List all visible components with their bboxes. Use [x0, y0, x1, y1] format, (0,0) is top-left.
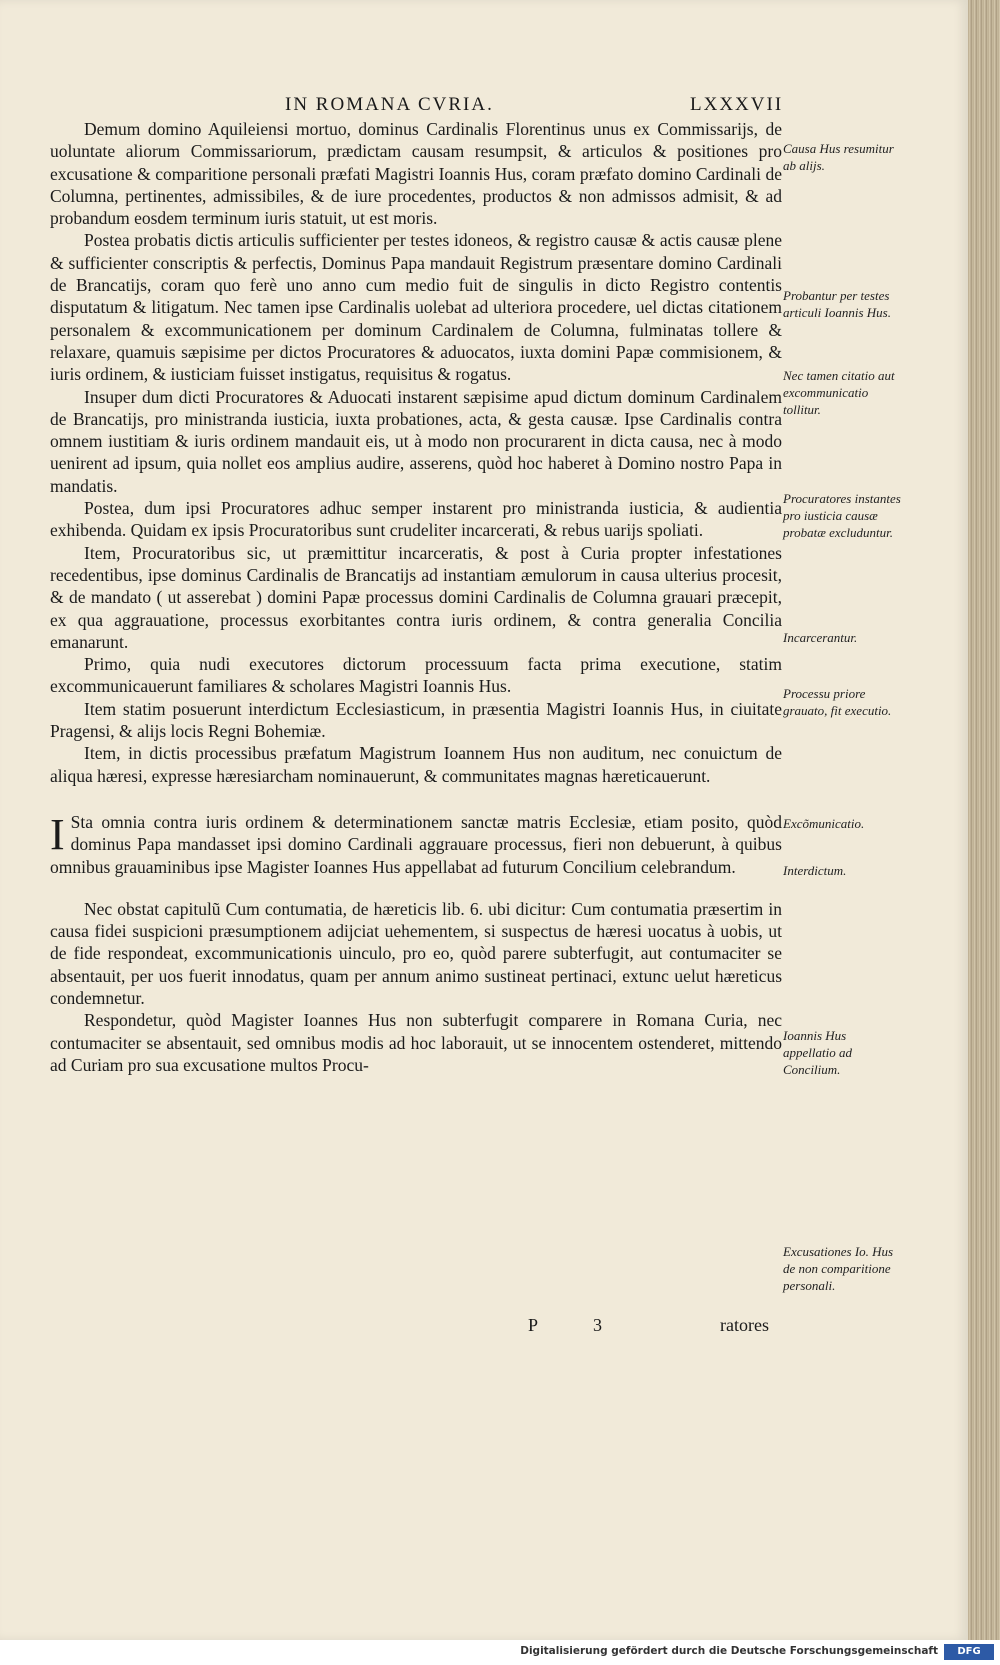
paragraph: Respondetur, quòd Magister Ioannes Hus non subterfugit comparere in Romana Curia, nec contumaciter se absentauit, sed omnibus modis ad hoc laborauit, ut se innocentem ostenderet, mittendo ad Curiam pro sua excusatione multos Procu-	[50, 1010, 782, 1075]
paragraph: Nec obstat capitulũ Cum contumatia, de hæreticis lib. 6. ubi dicitur: Cum contumatia præsertim in causa fidei suspicioni præsumptionem adijciat uehementem, si suspectus de hæresi uocatus à uobis, ut de fide respondeat, excommunicationis uinculo, pro eo, quòd parere subterfugit, aut contumaciter se absentauit, per uos fuerit innodatus, quam per annum animo sustineat pertinaci, extunc uelut hæreticus condemnetur.	[50, 898, 782, 1008]
paragraph: Insuper dum dicti Procuratores & Aduocati instarent sæpisime apud dictum dominum Cardinalem de Brancatijs, pro ministranda iusticia, iuxta probationes, acta, & gesta causæ. Ipse Cardinalis contra omnem iustitiam & iuris ordinem mandauit eis, ut à modo non procurarent in dicta causa, nec à modo uenirent ad ipsum, quia nollet eos amplius audire, asserens, quòd hoc haberet à Domino nostro Papa in mandatis.	[50, 386, 782, 496]
catchword: ratores	[720, 1315, 769, 1335]
marginal-note: Excõmunicatio.	[783, 816, 865, 831]
digitization-credit: Digitalisierung gefördert durch die Deutsche Forschungsgemeinschaft	[520, 1645, 938, 1657]
marginal-note: Excusationes Io. Hus de non comparitione personali.	[783, 1244, 894, 1293]
paragraph: Postea probatis dictis articulis sufficienter per testes idoneos, & registro causæ & actis causæ plene & sufficienter conscriptis & perfectis, Dominus Papa mandauit Registrum præsentare domino Cardinali de Brancatijs, coram quo ferè uno anno cum medio fuit de singulis in dicto Registro contentis disputatum & litigatum. Nec tamen ipse Cardinalis uolebat ad ulteriora procedere, uel dictas citationem personalem & excommunicationem per dominum Cardinalem de Columna, fulminatas tollere & relaxare, quamuis sæpisime per dictos Procuratores & aduocatos, iuxta domini Papæ commisionem, & iuris ordinem, & iusticiam fuisset instigatus, requisitus & rogatus.	[50, 230, 782, 385]
marginal-note: Ioannis Hus appellatio ad Concilium.	[783, 1028, 852, 1077]
marginal-note: Processu priore grauato, fit executio.	[783, 686, 892, 718]
marginal-note: Incarcerantur.	[783, 630, 858, 645]
marginal-note: Probantur per testes articuli Ioannis Hus.	[783, 288, 891, 320]
dfg-logo: DFG	[944, 1644, 994, 1660]
running-title: IN ROMANA CVRIA.	[285, 94, 494, 115]
marginal-note: Procuratores instantes pro iusticia causæ probatæ excluduntur.	[783, 491, 901, 540]
paragraph: Item, Procuratoribus sic, ut præmittitur incarceratis, & post à Curia propter infestationes recedentibus, ipse dominus Cardinalis de Brancatijs ad instantiam æmulorum in causa ulterius procesit, & de mandato ( ut asserebat ) domini Papæ processus domini Cardinalis de Columna grauari præcepit, ex qua aggrauatione, processus exorbitantes contra iuris ordinem, & contra generalia Concilia emanarunt.	[50, 542, 782, 652]
paragraph: Postea, dum ipsi Procuratores adhuc semper instarent pro ministranda iusticia, & audientia exhibenda. Quidam ex ipsis Procuratoribus sunt crudeliter incarcerati, & rebus uarijs spoliati.	[50, 498, 782, 541]
paragraph-with-initial	[50, 811, 782, 878]
paragraph: Primo, quia nudi executores dictorum processuum facta prima executione, statim excommunicauerunt familiares & scholares Magistri Ioannis Hus.	[50, 654, 782, 697]
drop-cap: I	[50, 809, 65, 859]
main-text	[50, 118, 782, 1076]
signature-number: 3	[593, 1315, 602, 1335]
marginal-note: Nec tamen citatio aut excommunicatio tollitur.	[783, 368, 895, 417]
folio-number: LXXXVII	[690, 94, 784, 115]
signature-mark: P	[528, 1315, 539, 1335]
marginal-note: Causa Hus resumitur ab alijs.	[783, 141, 894, 173]
marginal-note: Interdictum.	[783, 863, 847, 878]
paragraph: Item statim posuerunt interdictum Ecclesiasticum, in præsentia Magistri Ioannis Hus, in ciuitate Pragensi, & alijs locis Regni Bohemiæ.	[50, 698, 782, 742]
paragraph-text: Sta omnia contra iuris ordinem & determinationem sanctæ matris Ecclesiæ, etiam posito, quòd dominus Papa mandasset ipsi domino Cardinali aggrauare processus, fieri non debuerunt, à quibus omnibus grauaminibus ipse Magister Ioannes Hus appellabat ad futurum Concilium celebrandum.	[50, 811, 782, 877]
page-edge	[968, 0, 1000, 1640]
paragraph: Item, in dictis processibus præfatum Magistrum Ioannem Hus non auditum, nec conuictum de aliqua hæresi, expresse hæresiarcham nominauerunt, & communitates magnas hæreticauerunt.	[50, 743, 782, 786]
paragraph: Demum domino Aquileiensi mortuo, dominus Cardinalis Florentinus unus ex Commissarijs, de uoluntate aliorum Commissariorum, prædictam causam resumpsit, & articulos & positiones pro excusatione & comparitione personali præfati Magistri Ioannis Hus, coram præfato domino Cardinali de Columna, pertinentes, admissibiles, & de iure procedentes, productos & non admissos admisit, & ad probandum eosdem terminum iuris statuit, ut est moris.	[50, 119, 782, 229]
